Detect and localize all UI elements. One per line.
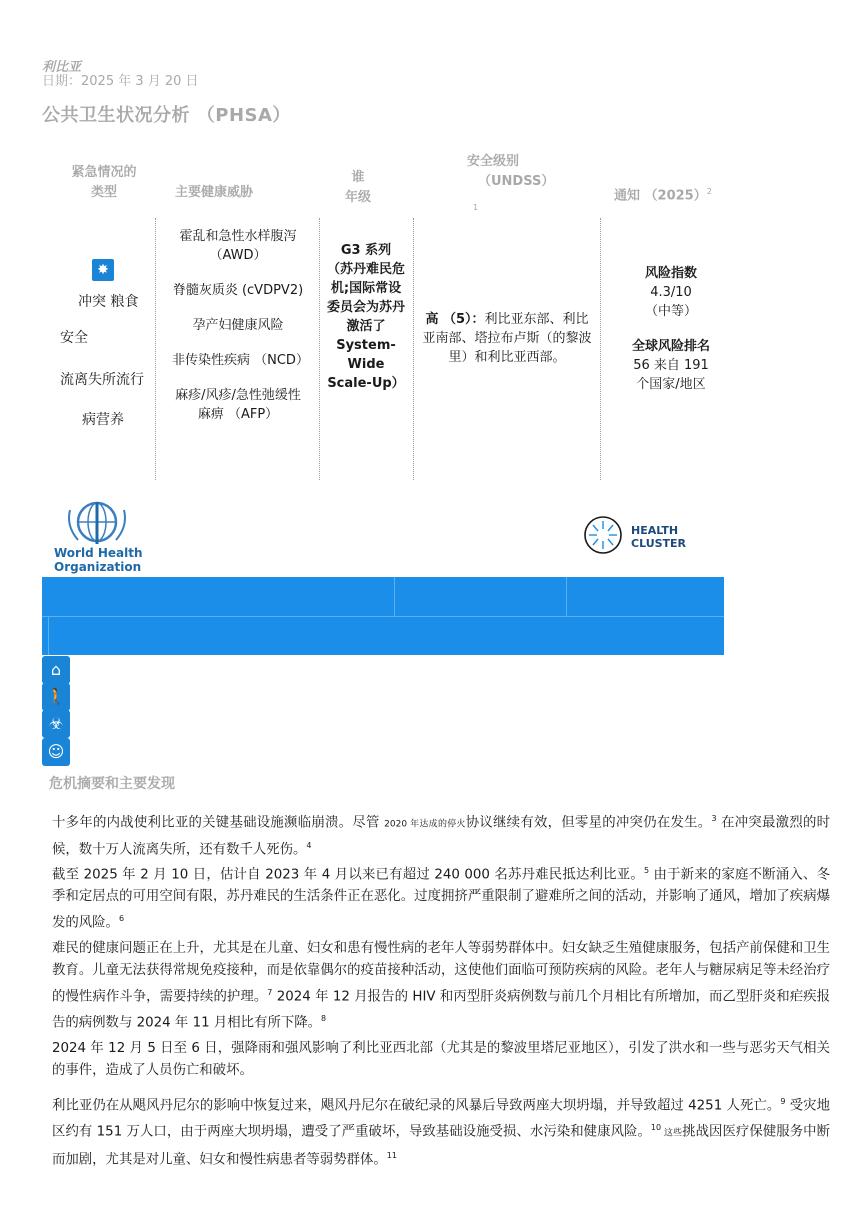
security-level-value: 高 （5）：利比亚东部、利比亚南部、塔拉布卢斯（的黎波里）和利比亚西部。 [422,312,592,365]
paragraph-4: 2024 年 12 月 5 日至 6 日，强降雨和强风影响了利比亚西北部（尤其是的黎波里塔尼亚地区），引发了洪水和一些与恶劣天气相关的事件，造成了人员伤亡和破坏。 [52,1041,830,1078]
risk-index-value: 4.3/10 [650,285,692,300]
inform-values [626,264,716,394]
who-grade-value: G3 系列 （苏丹难民危机;国际常设委员会为苏丹激活了 System-Wide Scale-Up） [326,243,405,391]
health-cluster-logo-icon [581,513,625,557]
health-threats-list [172,227,309,440]
banner-divider [394,577,395,616]
risk-index-label: 风险指数 [644,266,697,281]
section-title: 危机摘要和主要发现 [49,776,175,792]
column-divider [319,218,320,480]
banner-divider [42,616,724,617]
emergency-type-displacement: 流离失所流行 [60,372,144,388]
biohazard-icon: ☣ [42,710,70,738]
header-security-footnote: 1 [473,203,479,212]
emergency-type-security: 安全 [60,330,88,346]
banner-divider [48,616,49,655]
conflict-icon: ✸ [92,259,114,281]
column-divider [155,218,156,480]
emergency-type-epidemic: 病营养 [82,412,124,428]
header-inform: 通知 $(2025)^2$ [614,187,712,204]
global-rank-value: 56 来自 191 个国家/地区 [633,358,709,392]
health-threat-item: 霍乱和急性水样腹泻 （AWD） [179,229,297,263]
risk-index-level: （中等） [644,304,697,319]
header-who-grade: 谁 年级 [344,170,371,205]
global-rank-label: 全球风险排名 [631,339,710,354]
health-cluster-logo-text: HEALTH CLUSTER [631,524,687,550]
banner-divider [566,577,567,616]
paragraph-2: 截至 2025 年 2 月 10 日，估计自 2023 年 4 月以来已有超过 240 000 名苏丹难民抵达利比亚。$^5$ 由于新来的家庭不断涌入、冬季和定居点的可用空间有限，苏丹难民的生活条件正在恶化。过度拥挤严重限制了避难所之间的活动，并影响了通风，增加了疾病爆发的风险。$^6$ [52,866,830,931]
paragraph-5: 利比亚仍在从飓风丹尼尔的影响中恢复过来，飓风丹尼尔在破纪录的风暴后导致两座大坝坍塌，并导致超过 4251 人死亡。$^9$ 受灾地区约有 151 万人口，由于两座大坝坍塌，遭受了严重破坏，导致基础设施受损、水污染和健康风险。$^{10}$ 这些挑战因医疗保健服务中断而加剧，尤其是对儿童、妇女和慢性病患者等弱势群体。$^{11}$ [52,1097,830,1168]
nutrition-icon: ☺ [42,738,70,766]
page-title: 公共卫生状况分析 （PHSA） [42,105,291,126]
health-threat-item: 麻疹/风疹/急性弛缓性麻痹 （AFP） [175,388,301,422]
header-health-threats: 主要健康威胁 [174,185,253,200]
health-threat-item: 非传染性疾病 （NCD） [172,353,309,368]
country-name: 利比亚 [42,60,82,75]
column-divider [600,218,601,480]
header-security-level: 安全级别 （UNDSS） [466,154,555,189]
shelter-icon: ⌂ [42,656,70,684]
displacement-icon: 🚶 [42,683,70,711]
who-logo-text: World Health Organization [54,546,143,574]
paragraph-3: 难民的健康问题正在上升，尤其是在儿童、妇女和患有慢性病的老年人等弱势群体中。妇女缺乏生殖健康服务，包括产前保健和卫生教育。儿童无法获得常规免疫接种，而是依靠偶尔的疫苗接种活动，这使他们面临可预防疾病的风险。老年人与糖尿病足等未经治疗的慢性病作斗争，需要持续的护理。$^7$ 2024 年 12 月报告的 HIV 和丙型肝炎病例数与前几个月相比有所增加，而乙型肝炎和疟疾报告的病例数与 2024 年 11 月相比有所下降。$^8$ [52,941,830,1031]
emergency-type-conflict-food: 冲突 粮食 [78,294,139,310]
paragraph-1: 十多年的内战使利比亚的关键基础设施濒临崩溃。尽管 2020 年达成的停火协议继续有效，但零星的冲突仍在发生。$^3$ 在冲突最激烈的时候，数十万人流离失所，还有数千人死伤。$^4$ [52,814,831,858]
column-divider [413,218,414,480]
health-threat-item: 孕产妇健康风险 [192,318,284,333]
header-emergency-type: 紧急情况的 类型 [71,165,137,200]
health-threat-item: 脊髓灰质炎 (cVDPV2) [172,283,304,298]
report-date: 日期：2025 年 3 月 20 日 [42,74,199,89]
